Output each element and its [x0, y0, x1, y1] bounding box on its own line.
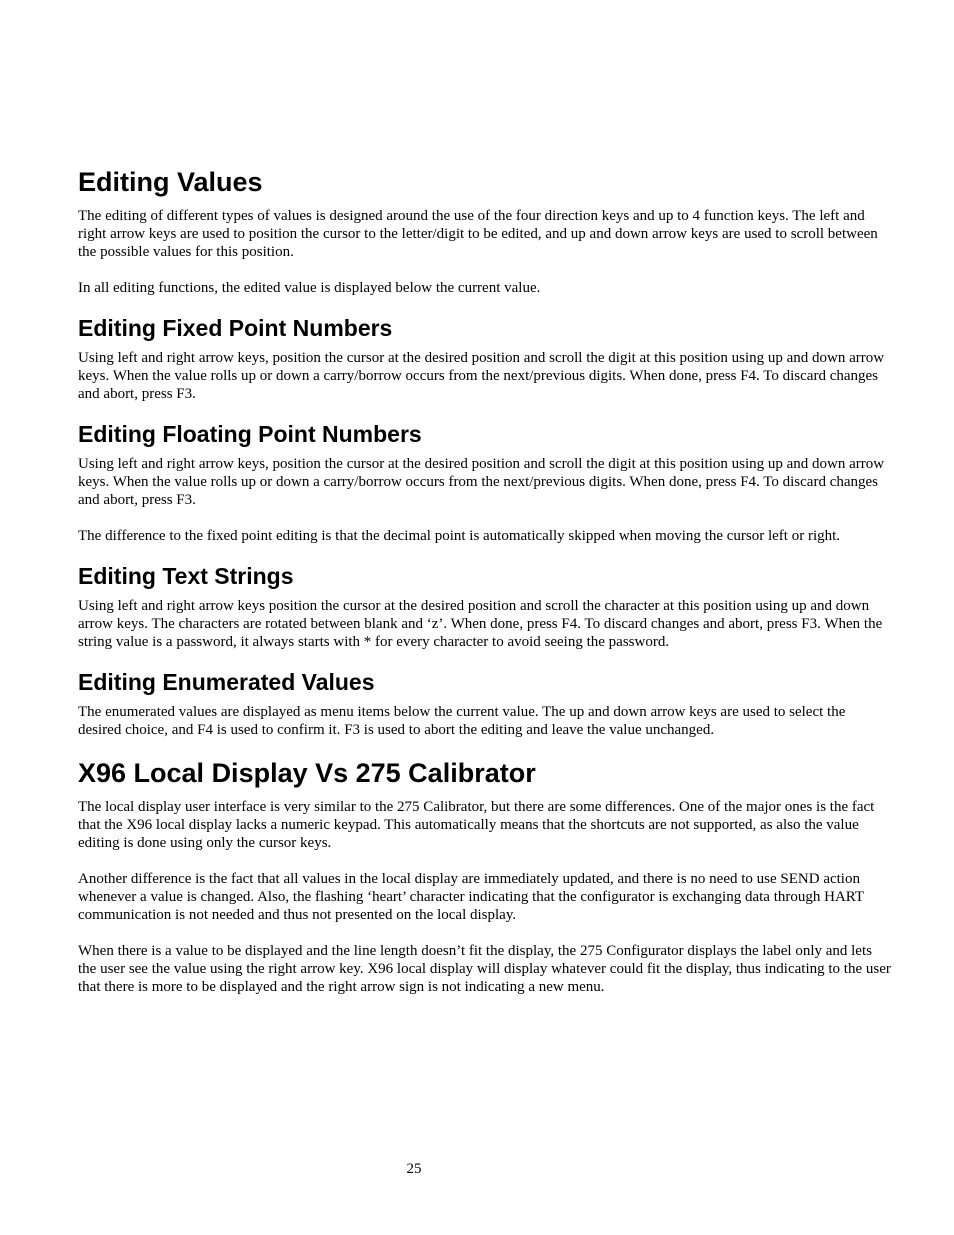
- heading-floating-point: Editing Floating Point Numbers: [78, 421, 422, 447]
- paragraph-editing-values-1: The editing of different types of values is designed around the use of the four direction keys and up to 4 function keys. The left and right arrow keys are used to position the cursor to the letter/digit to be edited, and up and down arrow keys are used to scroll between the possible values for this position.: [78, 208, 878, 260]
- paragraph-x96-2: Another difference is the fact that all values in the local display are immediately updated, and there is no need to use SEND action whenever a value is changed. Also, the flashing ‘heart’ character indicating that the configurator is exchanging data through HART communication is not needed and thus not presented on the local display.: [78, 871, 864, 923]
- paragraph-floating-point-2: The difference to the fixed point editing is that the decimal point is automatically skipped when moving the cursor left or right.: [78, 528, 841, 544]
- paragraph-enumerated-1: The enumerated values are displayed as menu items below the current value. The up and down arrow keys are used to select the desired choice, and F4 is used to confirm it. F3 is used to abort the editing and leave the value unchanged.: [78, 704, 846, 738]
- paragraph-text-strings-1: Using left and right arrow keys position the cursor at the desired position and scroll the character at this position using up and down arrow keys. The characters are rotated between blank and ‘z’. When done, press F4. To discard changes and abort, press F3. When the string value is a password, it always starts with * for every character to avoid seeing the password.: [78, 598, 883, 650]
- paragraph-x96-1: The local display user interface is very similar to the 275 Calibrator, but there are some differences. One of the major ones is the fact that the X96 local display lacks a numeric keypad. This automatically means that the shortcuts are not supported, as also the value editing is done using only the cursor keys.: [78, 799, 875, 851]
- heading-enumerated-values: Editing Enumerated Values: [78, 669, 375, 695]
- heading-fixed-point: Editing Fixed Point Numbers: [78, 315, 393, 341]
- heading-x96-vs-275: X96 Local Display Vs 275 Calibrator: [78, 758, 536, 788]
- heading-editing-values: Editing Values: [78, 167, 263, 197]
- page-content: [78, 167, 892, 996]
- page-number: 25: [406, 1161, 422, 1177]
- paragraph-x96-3: When there is a value to be displayed and the line length doesn’t fit the display, the 275 Configurator displays the label only and lets the user see the value using the right arrow key. X96 local display will display whatever could fit the display, thus indicating to the user that there is more to be displayed and the right arrow sign is not indicating a new menu.: [78, 943, 891, 995]
- heading-text-strings: Editing Text Strings: [78, 563, 294, 589]
- paragraph-fixed-point-1: Using left and right arrow keys, position the cursor at the desired position and scroll the digit at this position using up and down arrow keys. When the value rolls up or down a carry/borrow occurs from the next/previous digits. When done, press F4. To discard changes and abort, press F3.: [78, 350, 885, 402]
- paragraph-floating-point-1: Using left and right arrow keys, position the cursor at the desired position and scroll the digit at this position using up and down arrow keys. When the value rolls up or down a carry/borrow occurs from the next/previous digits. When done, press F4. To discard changes and abort, press F3.: [78, 456, 885, 508]
- paragraph-editing-values-2: In all editing functions, the edited value is displayed below the current value.: [78, 280, 541, 296]
